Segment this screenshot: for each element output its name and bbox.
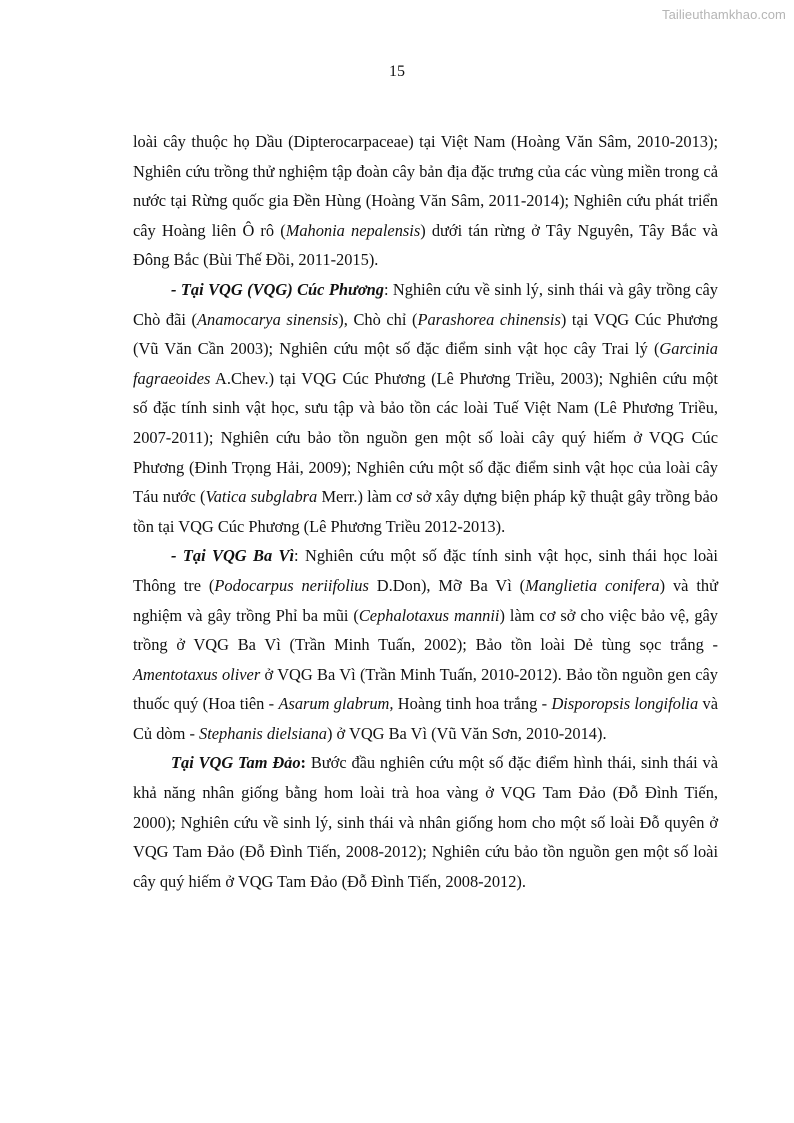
heading-colon: : [300,753,307,773]
document-body [133,127,718,896]
species-name: Cephalotaxus mannii [358,605,500,625]
species-name: Garcinia fagraeoides [133,339,718,388]
text-run: ), Chò chỉ ( [338,309,418,329]
text-run: ở VQG Ba Vì (Trần Minh Tuấn, 2010-2012). Bảo tồn nguồn gen cây thuốc quý (Hoa tiên - [133,664,718,714]
species-name: Manglietia conifera [525,575,660,595]
text-run: ) và thử nghiệm và gây trồng Phỉ ba mũi ( [133,575,718,625]
text-run: : Nghiên cứu một số đặc tính sinh vật học, sinh thái học loài Thông tre ( [133,546,718,595]
text-run: ) ở VQG Ba Vì (Vũ Văn Sơn, 2010-2014). [326,723,607,743]
text-run: ) làm cơ sở cho việc bảo vệ, gây trồng ở VQG Ba Vì (Trần Minh Tuấn, 2002); Bảo tồn loài Dẻ tùng sọc trắng - [133,605,718,655]
species-name: Asarum glabrum, [278,694,394,714]
species-name: Mahonia nepalensis [285,220,421,240]
species-name: Stephanis dielsiana [199,723,327,743]
species-name: Parashorea chinensis [417,309,561,329]
text-run: : Nghiên cứu về sinh lý, sinh thái và gây trồng cây Chò đãi ( [133,279,718,329]
text-run: A.Chev.) tại VQG Cúc Phương (Lê Phương Triều, 2003); Nghiên cứu một số đặc tính sinh vật học, sưu tập và bảo tồn các loài Tuế Việt Nam (Lê Phương Triều, 2007-2011); Nghiên cứu bảo tồn nguồn gen một số loài cây quý hiếm ở VQG Cúc Phương (Đinh Trọng Hải, 2009); Nghiên cứu một số đặc điểm sinh vật học của loài cây Táu nước ( [133,368,718,507]
paragraph-tam-dao [133,748,718,896]
species-name: Amentotaxus oliver [133,664,261,684]
text-run: D.Don), Mỡ Ba Vì ( [368,575,526,595]
text-run: loài cây thuộc họ Dầu (Dipterocarpaceae) tại Việt Nam (Hoàng Văn Sâm, 2010-2013); Nghiên cứu trồng thử nghiệm tập đoàn cây bản địa đặc trưng của các vùng miền trong cả nước tại Rừng quốc gia Đền Hùng (Hoàng Văn Sâm, 2011-2014); Nghiên cứu phát triển cây Hoàng liên Ô rô ( [133,132,718,240]
text-run: và Củ dòm - [133,694,718,743]
text-run: Hoàng tinh hoa trắng - [393,694,552,714]
section-heading-cuc-phuong: - Tại VQG (VQG) Cúc Phương [171,279,384,299]
section-heading-tam-dao: Tại VQG Tam Đảo [171,753,301,773]
watermark: Tailieuthamkhao.com [661,7,786,22]
paragraph-continuation [133,127,718,275]
text-run: ) tại VQG Cúc Phương (Vũ Văn Cần 2003); Nghiên cứu một số đặc điểm sinh vật học cây Trai lý ( [133,309,718,359]
species-name: Podocarpus neriifolius [214,575,369,595]
species-name: Vatica subglabra [205,487,318,507]
text-run: Merr.) làm cơ sở xây dựng biện pháp kỹ thuật gây trồng bảo tồn tại VQG Cúc Phương (Lê Phương Triều 2012-2013). [133,487,718,536]
section-heading-ba-vi: - Tại VQG Ba Vì [171,546,295,566]
paragraph-ba-vi [133,541,718,748]
paragraph-cuc-phuong [133,275,718,541]
page-number: 15 [389,63,405,80]
text-run: ) dưới tán rừng ở Tây Nguyên, Tây Bắc và Đông Bắc (Bùi Thế Đồi, 2011-2015). [133,220,718,270]
species-name: Disporopsis longifolia [551,694,699,714]
species-name: Anamocarya sinensis [197,309,339,329]
text-run: Bước đầu nghiên cứu một số đặc điểm hình thái, sinh thái và khả năng nhân giống bằng hom loài trà hoa vàng ở VQG Tam Đảo (Đỗ Đình Tiến, 2000); Nghiên cứu về sinh lý, sinh thái và nhân giống hom cho một số loài Đỗ quyên ở VQG Tam Đảo (Đỗ Đình Tiến, 2008-2012); Nghiên cứu bảo tồn nguồn gen một số loài cây quý hiếm ở VQG Tam Đảo (Đỗ Đình Tiến, 2008-2012). [133,753,718,891]
